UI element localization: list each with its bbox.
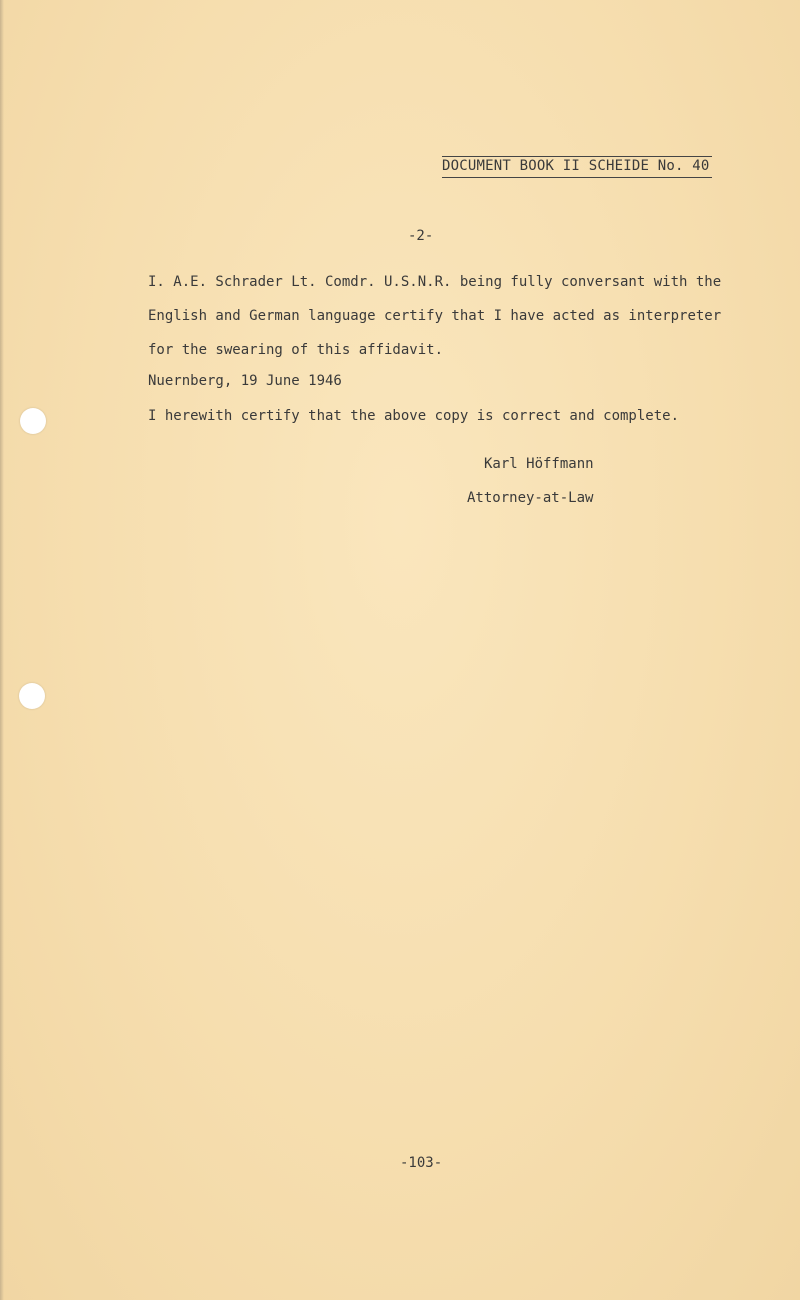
place-date-line: Nuernberg, 19 June 1946 — [148, 373, 342, 389]
body-line-2: English and German language certify that I have acted as interpreter — [148, 308, 722, 324]
page-number: -103- — [400, 1155, 443, 1171]
document-reference: DOCUMENT BOOK II SCHEIDE No. 40 — [442, 156, 712, 178]
certification-line: I herewith certify that the above copy is correct and complete. — [148, 408, 680, 424]
punch-hole-top — [20, 408, 46, 434]
page-marker: -2- — [408, 228, 434, 244]
body-line-1: I. A.E. Schrader Lt. Comdr. U.S.N.R. being fully conversant with the — [148, 274, 722, 290]
page-edge-shadow — [0, 0, 4, 1300]
signatory-title: Attorney-at-Law — [467, 490, 594, 506]
signatory-name: Karl Höffmann — [484, 456, 594, 472]
punch-hole-bottom — [19, 683, 45, 709]
body-line-3: for the swearing of this affidavit. — [148, 342, 444, 358]
